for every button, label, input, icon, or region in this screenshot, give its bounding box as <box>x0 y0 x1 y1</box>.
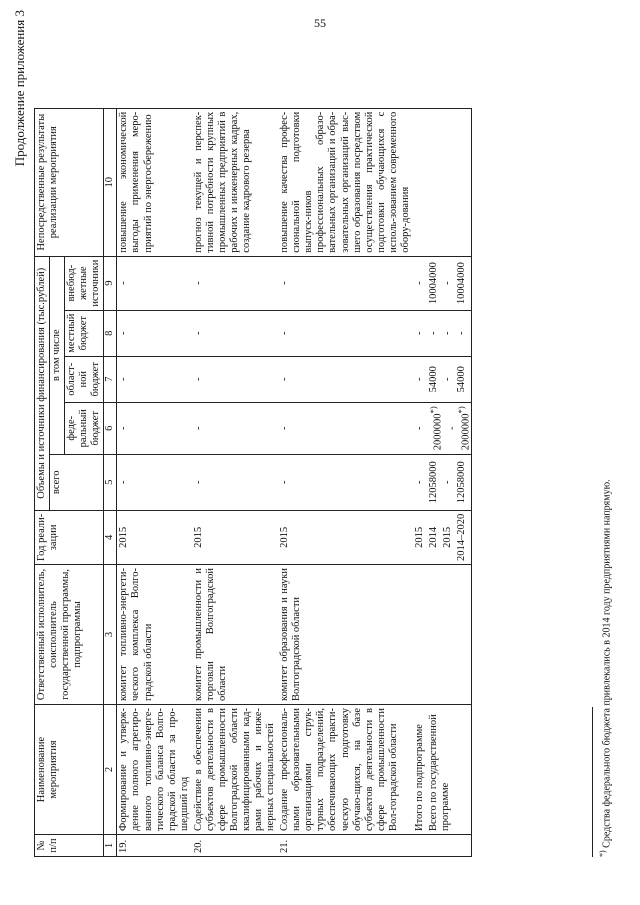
col-number: 4 <box>104 510 117 564</box>
footnote-mark: *) <box>455 406 466 414</box>
header-including: в том числе <box>50 256 65 454</box>
subtotal-regional: - <box>413 356 427 402</box>
header-executor: Ответственный исполнитель, соисполнитель государственной программы, подпрограммы <box>35 565 104 705</box>
subtotal-extra: - <box>413 256 427 310</box>
regional-value: 54000 <box>455 366 467 393</box>
year: 2014–2020 <box>455 513 467 561</box>
header-year: Год реали-зации <box>35 510 104 564</box>
footnote <box>598 479 612 857</box>
row-number: 20. <box>192 835 278 857</box>
grand-total-row <box>427 108 472 856</box>
col-number: 9 <box>104 256 117 310</box>
col-number: 1 <box>104 835 117 857</box>
total-value: 12058000 <box>427 461 439 504</box>
header-regional: област-ной бюджет <box>65 356 104 402</box>
extra-value: - <box>441 281 453 285</box>
measure-name: Формирование и утверж-дение полного агрегиро-ванного топливно-энерге-тического баланса Волго-градской области за про-шедший год <box>117 705 192 835</box>
col-number: 2 <box>104 705 117 835</box>
extra-value: 10004000 <box>455 262 467 305</box>
table-row <box>117 108 192 856</box>
header-measure-name: Наименование мероприятия <box>35 705 104 835</box>
result-text: повышение экономической выгоды применения меро-приятий по энергосбережению <box>117 108 192 256</box>
total-value: - <box>441 480 453 484</box>
footnote-text: Средства федерального бюджета привлекались в 2014 году предприятиями напрямую. <box>601 479 613 848</box>
year: 2015 <box>192 510 278 564</box>
subtotal-total: - <box>413 454 427 510</box>
header-num: № п/п <box>35 835 104 857</box>
federal-value: - <box>192 402 278 454</box>
grand-total-years <box>427 510 472 564</box>
footnote-mark: *) <box>598 850 607 857</box>
year: 2015 <box>441 526 453 548</box>
year: 2015 <box>278 510 413 564</box>
result-text: прогноз текущей и перспек-тивной потребности крупных промышленных предприятий в рабочих и инженерных кадрах, создание кадрового резерва <box>192 108 278 256</box>
local-value: - <box>278 310 413 356</box>
col-number: 10 <box>104 108 117 256</box>
grand-total-regional <box>427 356 472 402</box>
grand-total-label: Всего по государственной программе <box>427 705 472 835</box>
total-value: - <box>117 454 192 510</box>
federal-value: - <box>446 426 458 430</box>
local-value: - <box>117 310 192 356</box>
local-value: - <box>455 331 467 335</box>
header-result: Непосредственные результаты реализации мероприятия <box>35 108 104 256</box>
measure-name: Создание профессиональ-ными образовательными организациями струк-турных подразделений, обеспечивающих практи-ческую подготовку обучаю-щихся, на базе субъектов деятельности в сфере промышленности Вол-гоградской области <box>278 705 413 835</box>
grand-total-local <box>427 310 472 356</box>
column-numbers-row <box>104 108 117 856</box>
extra-value: 10004000 <box>427 262 439 305</box>
local-value: - <box>427 331 439 335</box>
executor: комитет топливно-энергети-ческого комплекса Волго-градской области <box>117 565 192 705</box>
col-number: 3 <box>104 565 117 705</box>
col-number: 6 <box>104 402 117 454</box>
total-value: - <box>278 454 413 510</box>
federal-value: - <box>117 402 192 454</box>
extra-value: - <box>117 256 192 310</box>
year: 2015 <box>117 510 192 564</box>
regional-value: - <box>117 356 192 402</box>
table-row <box>278 108 413 856</box>
total-value: - <box>192 454 278 510</box>
regional-value: - <box>278 356 413 402</box>
year: 2014 <box>427 526 439 548</box>
appendix-continuation-note: Продолжение приложения 3 <box>12 10 27 167</box>
federal-value: 2000000 <box>460 413 472 451</box>
subtotal-row <box>413 108 427 856</box>
header-federal: феде-ральный бюджет <box>65 402 104 454</box>
total-value: 12058000 <box>455 461 467 504</box>
result-text: повышение качества профес-сиональной подготовки выпуск-ников профессиональных образо-вательных организаций и обра-зовательных организаций выс-шего образования посредством осуществления практической подготовки обучающихся с исполь-зованием современного обору-дования <box>278 108 413 256</box>
program-measures-table <box>34 108 472 857</box>
col-number: 5 <box>104 454 117 510</box>
executor: комитет образования и науки Волгоградской области <box>278 565 413 705</box>
federal-value: 2000000 <box>432 413 444 451</box>
grand-total-total <box>427 454 472 510</box>
page-number: 55 <box>314 16 326 30</box>
grand-total-federal <box>427 402 472 454</box>
subtotal-year: 2015 <box>413 510 427 564</box>
local-value: - <box>192 310 278 356</box>
grand-total-extra <box>427 256 472 310</box>
extra-value: - <box>278 256 413 310</box>
extra-value: - <box>192 256 278 310</box>
header-extra: внебюд-жетные источники <box>65 256 104 310</box>
subtotal-federal: - <box>413 402 427 454</box>
federal-value: - <box>278 402 413 454</box>
measure-name: Содействие в обеспечении субъектов деятельности в сфере промышленности Волгоградской области квалифицированными кад-рами рабочих и инже-нерных специальностей <box>192 705 278 835</box>
subtotal-local: - <box>413 310 427 356</box>
table-row <box>192 108 278 856</box>
header-funding-group: Объемы и источники финансирования (тыс.рублей) <box>35 256 50 510</box>
regional-value: - <box>441 377 453 381</box>
row-number: 21. <box>278 835 413 857</box>
header-local: местный бюджет <box>65 310 104 356</box>
subtotal-label: Итого по подпрограмме <box>413 705 427 835</box>
footnote-mark: *) <box>427 406 438 414</box>
col-number: 7 <box>104 356 117 402</box>
col-number: 8 <box>104 310 117 356</box>
executor: комитет промышленности и торговли Волгоградской области <box>192 565 278 705</box>
row-number: 19. <box>117 835 192 857</box>
footnote-separator <box>592 707 593 857</box>
local-value: - <box>441 331 453 335</box>
header-total: всего <box>50 454 104 510</box>
regional-value: 54000 <box>427 366 439 393</box>
regional-value: - <box>192 356 278 402</box>
